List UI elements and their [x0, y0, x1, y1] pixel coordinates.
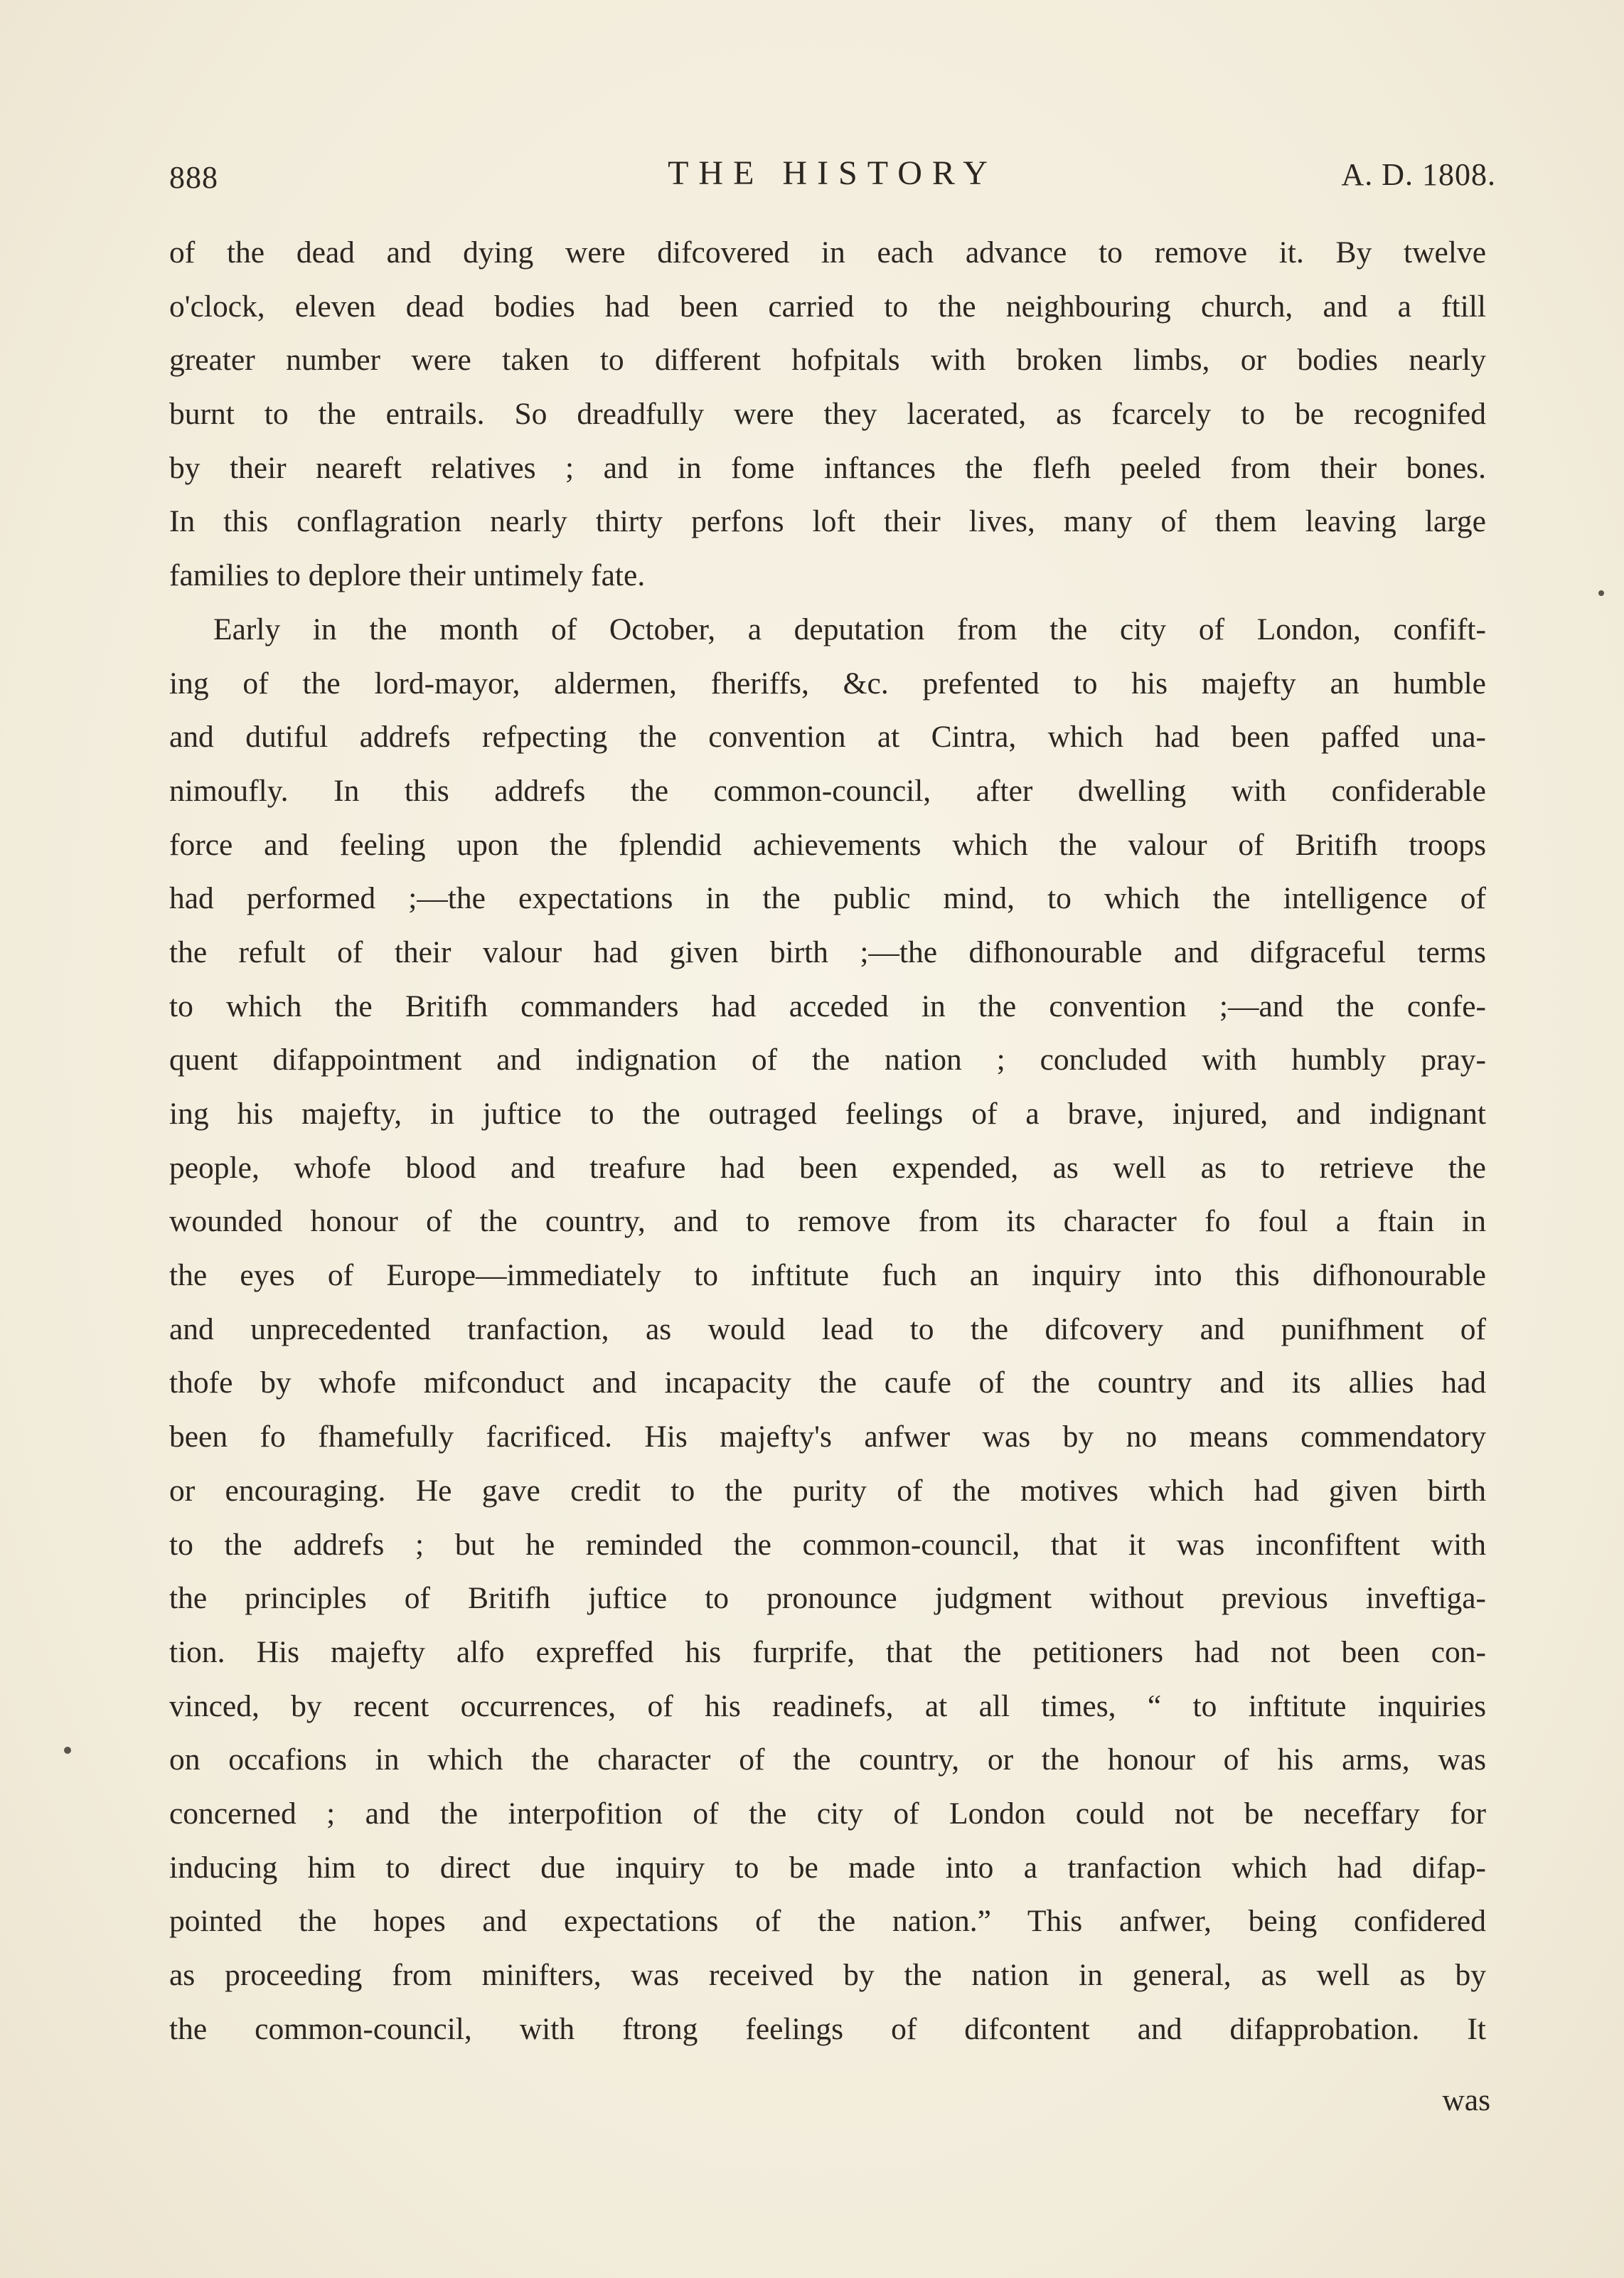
- text-line: and unprecedented tranfaction, as would lead to the difcovery and punifhment of: [169, 1311, 1486, 1346]
- text-line: greater number were taken to different hofpitals with broken limbs, or bodies nearly: [169, 343, 1486, 378]
- text-line: In this conflagration nearly thirty perfons loft their lives, many of them leaving large: [169, 504, 1486, 539]
- text-line: the common-council, with ftrong feelings of difcontent and difapprobation. It: [169, 2011, 1486, 2046]
- text-line: to which the Britifh commanders had acceded in the convention ;—and the confe-: [169, 989, 1486, 1023]
- catchword: was: [1442, 2083, 1490, 2117]
- text-line: inducing him to direct due inquiry to be made into a tranfaction which had difap-: [169, 1850, 1486, 1885]
- text-line: ing of the lord-mayor, aldermen, fheriffs, &c. prefented to his majefty an humble: [169, 666, 1486, 701]
- text-line: been fo fhamefully facrificed. His majefty's anfwer was by no means commendatory: [169, 1420, 1486, 1454]
- text-line: ing his majefty, in juftice to the outraged feelings of a brave, injured, and indignant: [169, 1097, 1486, 1131]
- text-line: concerned ; and the interpofition of the city of London could not be neceffary for: [169, 1796, 1486, 1831]
- text-line: o'clock, eleven dead bodies had been carried to the neighbouring church, and a ftill: [169, 289, 1486, 324]
- text-line: nimoufly. In this addrefs the common-council, after dwelling with confiderable: [169, 773, 1486, 808]
- running-header: [169, 151, 1496, 201]
- text-line: wounded honour of the country, and to remove from its character fo foul a ftain in: [169, 1204, 1486, 1239]
- header-year: A. D. 1808.: [1341, 157, 1496, 192]
- text-line: by their neareft relatives ; and in fome inftances the flefh peeled from their bones.: [169, 450, 1486, 485]
- text-line: people, whofe blood and treafure had been expended, as well as to retrieve the: [169, 1150, 1486, 1185]
- text-line: families to deplore their untimely fate.: [169, 558, 646, 593]
- ink-speck: [64, 1747, 71, 1754]
- text-line: vinced, by recent occurrences, of his readinefs, at all times, “ to inftitute inquiries: [169, 1688, 1486, 1723]
- running-title: THE HISTORY: [668, 154, 998, 192]
- text-line: burnt to the entrails. So dreadfully were they lacerated, as fcarcely to be recognifed: [169, 397, 1486, 432]
- text-line: Early in the month of October, a deputation from the city of London, confift-: [213, 612, 1486, 646]
- text-line: pointed the hopes and expectations of the nation.” This anfwer, being confidered: [169, 1904, 1486, 1939]
- ink-speck: [1598, 590, 1604, 596]
- text-line: force and feeling upon the fplendid achievements which the valour of Britifh troops: [169, 827, 1486, 862]
- text-line: to the addrefs ; but he reminded the common-council, that it was inconfiftent with: [169, 1527, 1486, 1562]
- text-line: quent difappointment and indignation of the nation ; concluded with humbly pray-: [169, 1043, 1486, 1077]
- text-line: the eyes of Europe—immediately to inftitute fuch an inquiry into this difhonourable: [169, 1258, 1486, 1293]
- text-line: the refult of their valour had given birth ;—the difhonourable and difgraceful terms: [169, 935, 1486, 969]
- body-text: [169, 226, 1486, 2056]
- page-number: 888: [169, 160, 218, 195]
- text-line: as proceeding from minifters, was received by the nation in general, as well as by: [169, 1958, 1486, 1992]
- text-line: or encouraging. He gave credit to the purity of the motives which had given birth: [169, 1473, 1486, 1508]
- text-line: the principles of Britifh juftice to pronounce judgment without previous inveftiga-: [169, 1581, 1486, 1616]
- text-line: had performed ;—the expectations in the public mind, to which the intelligence of: [169, 881, 1486, 916]
- text-line: tion. His majefty alfo expreffed his furprife, that the petitioners had not been con-: [169, 1634, 1486, 1669]
- text-line: of the dead and dying were difcovered in each advance to remove it. By twelve: [169, 235, 1486, 270]
- text-line: and dutiful addrefs refpecting the convention at Cintra, which had been paffed una-: [169, 720, 1486, 755]
- text-line: on occafions in which the character of the country, or the honour of his arms, was: [169, 1742, 1486, 1777]
- text-line: thofe by whofe mifconduct and incapacity the caufe of the country and its allies had: [169, 1366, 1486, 1400]
